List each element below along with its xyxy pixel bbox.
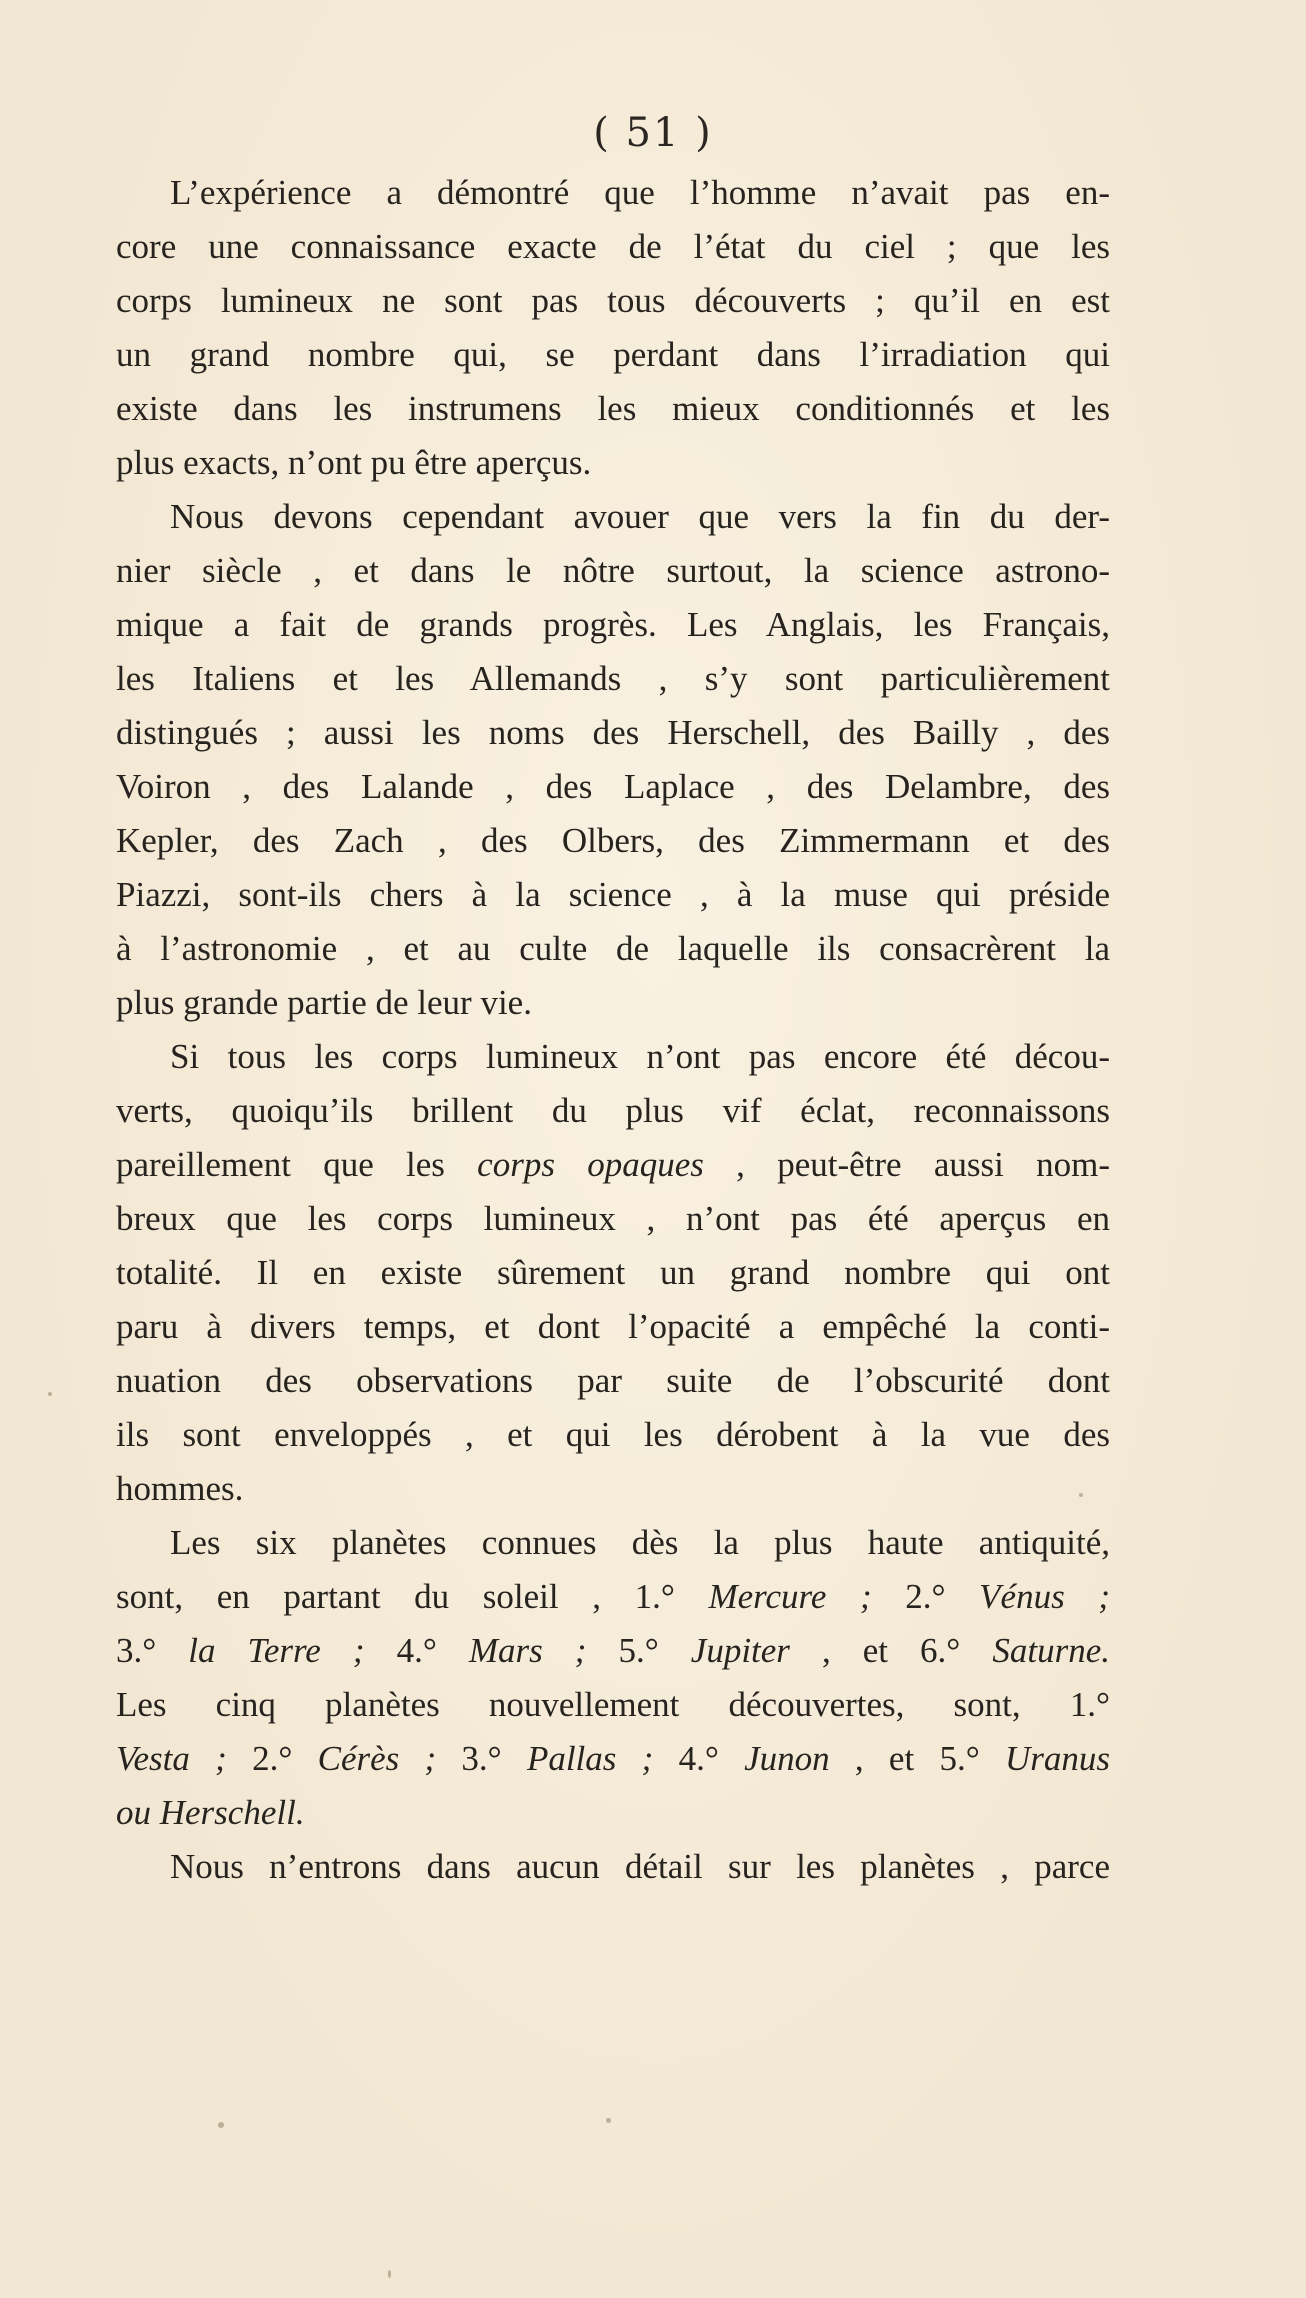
text-line	[116, 166, 1110, 220]
italic-text: corps opaques	[477, 1145, 704, 1184]
text-line	[116, 1354, 1110, 1408]
text-segment: un grand nombre qui, se perdant dans l’irradiation qui	[116, 335, 1110, 374]
text-line	[116, 1516, 1110, 1570]
text-segment: corps lumineux ne sont pas tous découverts ; qu’il en est	[116, 281, 1110, 320]
italic-text: la Terre ;	[188, 1631, 365, 1670]
text-line	[116, 436, 1110, 490]
text-segment: les Italiens et les Allemands , s’y sont particulièrement	[116, 659, 1110, 698]
text-segment: existe dans les instrumens les mieux conditionnés et les	[116, 389, 1110, 428]
text-segment: 3.°	[436, 1739, 527, 1778]
text-segment: Si tous les corps lumineux n’ont pas encore été décou-	[170, 1037, 1110, 1076]
text-segment: sont, en partant du soleil , 1.°	[116, 1577, 709, 1616]
page-text	[116, 166, 1110, 1894]
text-line	[116, 544, 1110, 598]
text-line	[116, 1840, 1110, 1894]
text-segment: hommes.	[116, 1469, 244, 1508]
text-segment: , peut-être aussi nom-	[703, 1145, 1110, 1184]
text-segment: Nous devons cependant avouer que vers la fin du der-	[170, 497, 1110, 536]
text-line	[116, 1732, 1110, 1786]
text-line	[116, 274, 1110, 328]
text-segment: Voiron , des Lalande , des Laplace , des Delambre, des	[116, 767, 1110, 806]
text-segment: à l’astronomie , et au culte de laquelle ils consacrèrent la	[116, 929, 1110, 968]
text-segment: 4.°	[653, 1739, 745, 1778]
text-line	[116, 976, 1110, 1030]
text-segment: nier siècle , et dans le nôtre surtout, la science astrono-	[116, 551, 1110, 590]
text-line	[116, 1030, 1110, 1084]
text-segment: Nous n’entrons dans aucun détail sur les planètes , parce	[170, 1847, 1110, 1886]
text-segment: mique a fait de grands progrès. Les Anglais, les Français,	[116, 605, 1110, 644]
text-line	[116, 814, 1110, 868]
text-segment: 2.°	[226, 1739, 318, 1778]
italic-text: Mars ;	[468, 1631, 587, 1670]
text-line	[116, 1570, 1110, 1624]
text-segment: plus grande partie de leur vie.	[116, 983, 532, 1022]
paper-spot	[218, 2122, 224, 2128]
text-line	[116, 1624, 1110, 1678]
italic-text: Saturne.	[992, 1631, 1110, 1670]
text-line	[116, 490, 1110, 544]
text-segment: , et 6.°	[789, 1631, 993, 1670]
text-segment: ils sont enveloppés , et qui les dérobent à la vue des	[116, 1415, 1110, 1454]
text-segment: 5.°	[586, 1631, 691, 1670]
text-line	[116, 1408, 1110, 1462]
text-line	[116, 1462, 1110, 1516]
text-line	[116, 868, 1110, 922]
italic-text: ou Herschell.	[116, 1793, 305, 1832]
text-line	[116, 760, 1110, 814]
italic-text: Vesta ;	[116, 1739, 227, 1778]
italic-text: Cérès ;	[317, 1739, 437, 1778]
text-line	[116, 598, 1110, 652]
text-segment: plus exacts, n’ont pu être aperçus.	[116, 443, 592, 482]
italic-text: Mercure ;	[708, 1577, 872, 1616]
page-number: ( 51 )	[593, 110, 713, 156]
text-segment: Kepler, des Zach , des Olbers, des Zimmermann et des	[116, 821, 1110, 860]
text-segment: , et 5.°	[829, 1739, 1005, 1778]
italic-text: Pallas ;	[526, 1739, 654, 1778]
text-segment: Les cinq planètes nouvellement découvertes, sont, 1.°	[116, 1685, 1110, 1724]
text-segment: L’expérience a démontré que l’homme n’avait pas en-	[170, 173, 1110, 212]
text-segment: 2.°	[871, 1577, 980, 1616]
text-segment: nuation des observations par suite de l’obscurité dont	[116, 1361, 1110, 1400]
text-segment: Piazzi, sont-ils chers à la science , à la muse qui préside	[116, 875, 1110, 914]
paper-spot	[1079, 1493, 1083, 1497]
text-line	[116, 706, 1110, 760]
text-segment: breux que les corps lumineux , n’ont pas été aperçus en	[116, 1199, 1110, 1238]
text-line	[116, 1300, 1110, 1354]
text-line	[116, 1084, 1110, 1138]
paper-spot	[48, 1392, 52, 1396]
text-line	[116, 1246, 1110, 1300]
text-line	[116, 1138, 1110, 1192]
text-line	[116, 382, 1110, 436]
text-line	[116, 1678, 1110, 1732]
italic-text: Uranus	[1004, 1739, 1111, 1778]
text-line	[116, 1192, 1110, 1246]
text-segment: totalité. Il en existe sûrement un grand nombre qui ont	[116, 1253, 1110, 1292]
paper-spot	[606, 2118, 611, 2123]
text-segment: distingués ; aussi les noms des Herschell, des Bailly , des	[116, 713, 1110, 752]
text-line	[116, 220, 1110, 274]
paper-spot	[388, 2270, 391, 2278]
text-line	[116, 652, 1110, 706]
text-segment: 4.°	[364, 1631, 469, 1670]
text-segment: paru à divers temps, et dont l’opacité a empêché la conti-	[116, 1307, 1110, 1346]
text-line	[116, 328, 1110, 382]
text-line	[116, 922, 1110, 976]
italic-text: Jupiter	[690, 1631, 790, 1670]
text-segment: Les six planètes connues dès la plus haute antiquité,	[170, 1523, 1110, 1562]
text-segment: core une connaissance exacte de l’état du ciel ; que les	[116, 227, 1110, 266]
text-segment: pareillement que les	[116, 1145, 478, 1184]
text-line	[116, 1786, 1110, 1840]
italic-text: Junon	[744, 1739, 830, 1778]
text-segment: verts, quoiqu’ils brillent du plus vif éclat, reconnaissons	[116, 1091, 1110, 1130]
text-segment: 3.°	[116, 1631, 189, 1670]
italic-text: Vénus ;	[979, 1577, 1110, 1616]
